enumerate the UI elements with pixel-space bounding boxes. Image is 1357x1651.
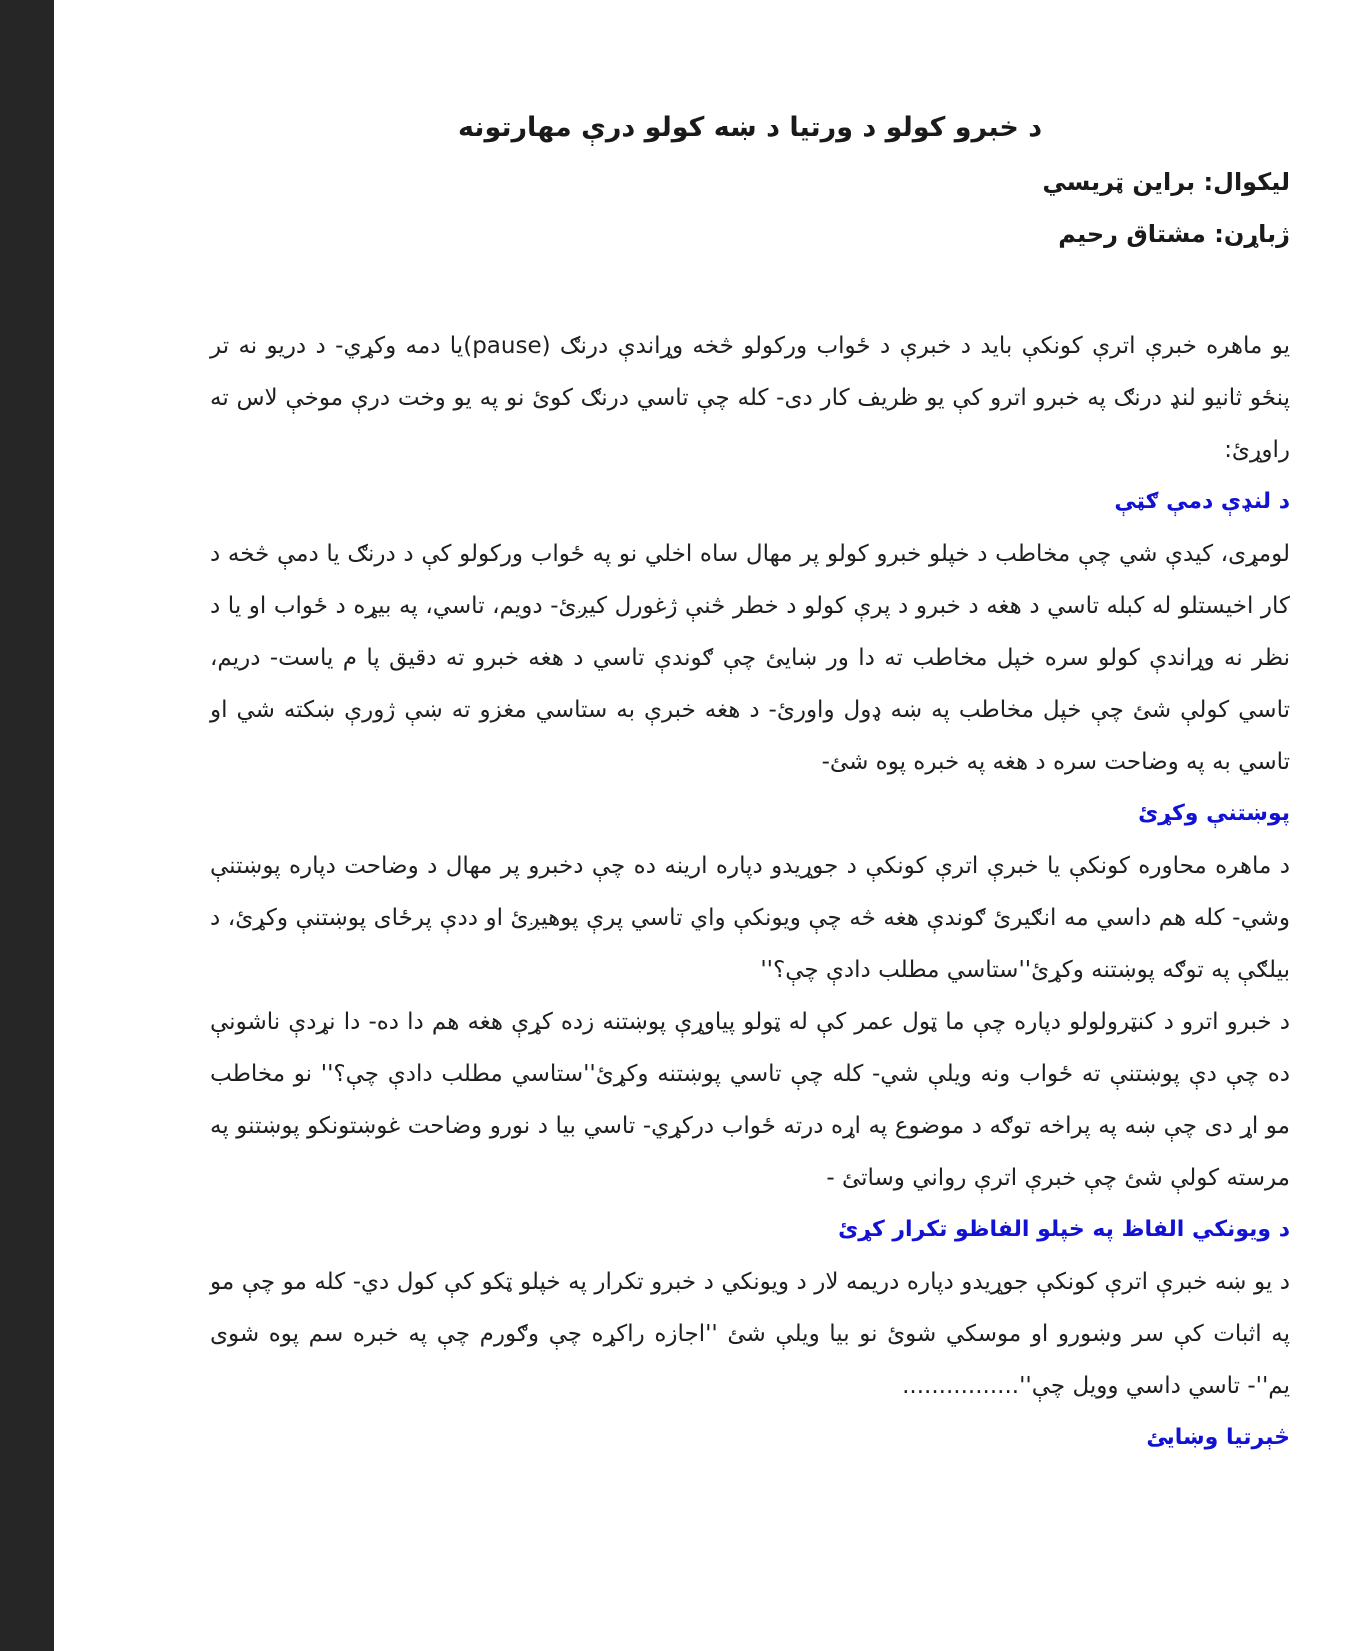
section-heading: پوښتنې وکړئ	[1138, 801, 1290, 826]
document-content	[210, 100, 1290, 1464]
intro-paragraph: يو ماهره خبرې اترې کونکې بايد د خبرې د ځواب ورکولو څخه وړاندې درنګ (pause)يا دمه وکړي- د دريو نه تر پنځو ثانيو لنډ درنګ په خبرو اترو کې يو ظريف کار دی- کله چې تاسي درنګ کوئ نو په يو وخت درې موخې لاس ته راوړئ:	[210, 333, 1290, 463]
section-heading: د ويونکي الفاظ په خپلو الفاظو تکرار کړئ	[838, 1217, 1290, 1242]
left-margin-bar	[0, 0, 54, 1651]
document-page	[54, 0, 1357, 1651]
author-line: ليکوال: براين ټريسي	[1042, 168, 1290, 196]
section-heading: څېرتيا وښايئ	[1146, 1425, 1290, 1450]
translator-line: ژباړن: مشتاق رحيم	[1058, 220, 1290, 248]
section-paragraph: د ماهره محاوره کونکې يا خبرې اترې کونکې د جوړيدو دپاره ارينه ده چې دخبرو پر مهال د وضاحت دپاره پوښتنې وشي- کله هم داسي مه انګيرئ ګوندې هغه څه چې ويونکې واي تاسي پرې پوهيږئ او ددې پرځای پوښتنې وکړئ، د بيلګې په توګه پوښتنه وکړئ''ستاسي مطلب دادې چې؟''	[210, 853, 1290, 983]
section-paragraph: د يو ښه خبرې اترې کونکې جوړيدو دپاره دريمه لار د ويونکي د خبرو تکرار په خپلو ټکو کې کول دي- کله مو چې مو په اثبات کې سر وښورو او موسکي شوئ نو بيا ويلې شئ ''اجازه راکړه چې وګورم چې په خبره سم پوه شوی يم''- تاسي داسي وويل چې''................	[210, 1269, 1290, 1399]
section-paragraph: د خبرو اترو د کنټرولولو دپاره چې ما ټول عمر کې له ټولو پياوړې پوښتنه زده کړې هغه هم دا ده- دا نړدې ناشونې ده چې دې پوښتنې ته ځواب ونه ويلې شي- کله چې تاسي پوښتنه وکړئ''ستاسي مطلب دادې چې؟'' نو مخاطب مو اړ دی چې ښه په پراخه توګه د موضوع په اړه درته ځواب درکړي- تاسي بيا د نورو وضاحت غوښتونکو پوښتنو په مرسته کولې شئ چې خبرې اترې رواني وساتئ -	[210, 1009, 1290, 1191]
section-heading: د لنډې دمې ګټې	[1114, 489, 1290, 514]
document-title: د خبرو کولو د ورتيا د ښه کولو درې مهارتونه	[457, 112, 1043, 143]
section-paragraph: لومړی، کيدې شي چې مخاطب د خپلو خبرو کولو پر مهال ساه اخلي نو په ځواب ورکولو کې د درنګ يا دمې څخه د کار اخيستلو له کبله تاسي د هغه د خبرو د پرې کولو د خطر څنې ژغورل کيږئ- دويم، تاسي، په بيړه د ځواب او يا د نظر نه وړاندې کولو سره خپل مخاطب ته دا ور ښايئ چې ګوندې تاسي د هغه خبرو ته دقيق پا م ياست- دريم، تاسي کولې شئ چې خپل مخاطب په ښه ډول واورئ- د هغه خبرې به ستاسي مغزو ته ښې ژورې ښکته شي او تاسي به په وضاحت سره د هغه په خبره پوه شئ-	[210, 541, 1290, 775]
spacer	[210, 260, 1290, 320]
